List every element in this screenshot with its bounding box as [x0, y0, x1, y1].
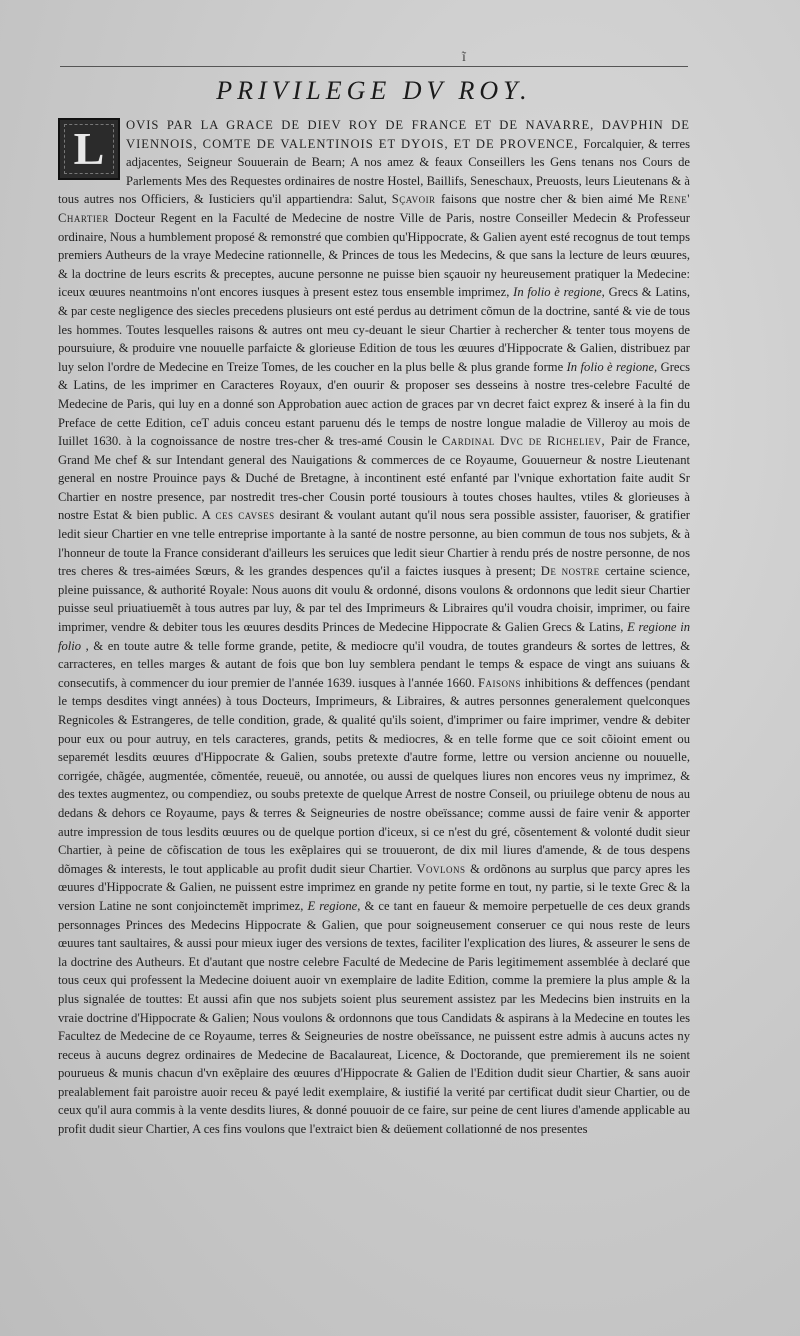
- text-segment: Vovlons: [416, 861, 471, 876]
- text-segment: E regione,: [307, 898, 365, 913]
- body-paragraph: [58, 118, 690, 1136]
- text-segment: In folio è regione,: [513, 285, 609, 300]
- privilege-text: [58, 116, 690, 1139]
- text-segment: OVIS PAR LA GRACE DE DIEV ROY DE FRANCE ET DE NAVARRE, DAVPHIN DE VIENNOIS, COMTE DE VALENTINOIS ET DYOIS, ET DE PROVENCE,: [126, 118, 690, 151]
- text-segment: & ordõnons au surplus que parcy apres les œuures d'Hippocrate & Galien, ne puissent estre imprimez en grande ny petite forme en tout, ny partie, si le texte Grec & la version Latine ne sont conjoinctemẽt imprimez,: [58, 861, 690, 913]
- text-segment: Sçavoir: [391, 192, 441, 207]
- text-segment: Grecs & Latins, de les imprimer en Caracteres Royaux, d'en ouurir & proposer ses desseins à nostre tres-celebre Faculté de Medecine de Paris, qui luy en a donné son Approbation auec action de graces par vn decret faict exprez & inseré à la fin du Preface de cette Edition, ceT aduis conceu estant paruenu dés le temps de nostre longue maladie de Villeroy au mois de Iuillet 1630. à la cognoissance de nostre tres-cher & tres-amé Cousin le: [58, 359, 691, 449]
- text-segment: desirant & voulant autant qu'il nous sera possible assister, fauoriser, & gratifier ledit sieur Chartier en vne telle entreprise importante à la santé de nostre personne, au bien commun de tous nos subjets, & à l'honneur de toute la France considerant d'ailleurs les seruices que ledit sieur Chartier à rendu prés de nostre personne, de nos tres cheres & tres-aimées Sœurs, & les grandes despences qu'il a faictes iusques à present;: [58, 508, 690, 579]
- text-segment: , & en toute autre & telle forme grande, petite, & mediocre qu'il voudra, de toutes grandeurs & sortes de lettres, & carracteres, en telles marges & autant de fois que bon luy semblera pendant le temps & espace de vingt ans suiuans & consecutifs, à commencer du iour premier de l'année 1639. iusques à l'année 1660.: [58, 638, 690, 690]
- text-segment: certaine science, pleine puissance, & authorité Royale: Nous auons dit voulu & ordonné, disons voulons & ordonnons que ledit sieur Chartier puisse seul priuatiuemẽt à tous autres par luy, & par tel des Imprimeurs & Libraires qu'il voudra choisir, imprimer, ou faire imprimer, vendre & debiter tous les œuures desdits Princes de Medecine Hippocrate & Galien Grecs & Latins,: [58, 564, 690, 635]
- text-segment: A ces cavses: [201, 508, 280, 523]
- text-segment: faisons que nostre cher & bien aimé Me: [440, 192, 660, 207]
- text-segment: Cardinal Dvc de Richeliev,: [441, 434, 611, 449]
- text-segment: E regione in folio: [58, 620, 690, 653]
- text-segment: & ce tant en faueur & memoire perpetuelle de ces deux grands personnages Princes des Medecins Hippocrate & Galien, que pour soigneusement conseruer ce qui nous reste de leurs œuures tant saultaires, & aussi pour mieux iuger des versions de textes, faciliter l'explication des liures, & asseurer le sens de la doctrine des Autheurs. Et d'autant que nostre celebre Faculté de Medecine de Paris legitimement assemblée à declaré que tous ceux qui professent la Medecine doiuent auoir vn exemplaire de ladite Edition, comme la premiere la plus ample & la plus signalée de touttes: Et aussi afin que nos subjets soient plus seurement assistez par les Medecins bien instruits en la vraie doctrine d'Hippocrate & Galien; Nous voulons & ordonnons que tous Candidats & aspirans à la Medecine en toutes les Facultez de Medecine de ce Royaume, terres & Seigneuries de nostre obeïssance, ne puissent estre admis à aucuns actes ny receus à aucuns degrez ordinaires de Medecine de Bacalaureat, Licence, & Doctorande, que premierement ils ne soient pourueus & munis chacun d'vn exẽplaire des œuures d'Hippocrate & Galien de l'Edition dudit sieur Chartier, & sans auoir prealablement fait paroistre auoir receu & payé ledit exemplaire, & iustifié la verité par certificat dudit sieur Chartier, ou de ceux qu'il aura commis à la vente desdits liures, & donné pouuoir de ce faire, sur peine de cent liures d'amende applicable au profit dudit sieur Chartier, A ces fins voulons que l'extraict bien & deüement collationné de nos presentes: [58, 898, 690, 1137]
- text-segment: inhibitions & deffences (pendant le temps desdites vingt années) à tous Docteurs, Imprimeurs, & Libraires, & autres personnes generalement quelconques Regnicoles & Estrangeres, de telle condition, grade, & qualité qu'ils soient, d'imprimer ou faire imprimer, vendre & debiter pour eux ou pour autruy, en tels caracteres, grands, petits & mediocres, & en telle forme que ce soit cõioint ement ou separemét lesdits œuures d'Hippocrate & Galien, soubs pretexte d'autre forme, lettre ou version ancienne ou nouuelle, corrigée, chãgée, augmentée, cõmentée, reueuë, ou annotée, ou aussi de quelques liures non encores veus ny imprimez, & des textes augmentez, ou compendiez, ou soubs pretexte de quelque Arrest de nostre Conseil, ou priuilege obtenu de nous au dedans & dehors ce Royaume, pays & terres & Seigneuries de nostre obeïssance; comme aussi de faire venir & apporter autre impression de tous lesdits œuures ou de quelque portion d'iceux, si ce n'est du gré, cõsentement & volonté dudit sieur Chartier, à peine de cõfiscation de tous les exẽplaires qui se trouueront, de dix mil liures d'amende, & de tous despens dõmages & interests, le tout applicable au profit dudit sieur Chartier.: [58, 675, 690, 876]
- text-segment: Forcalquier, & terres adjacentes, Seigneur Souuerain de Bearn; A nos amez & feaux Conseillers les Gens tenans nos Cours de Parlements Mes des Requestes ordinaires de nostre Hostel, Baillifs, Seneschaux, Preuosts, leurs Lieutenans & à tous autres nos Officiers, & Iusticiers qu'il appartiendra: Salut,: [58, 136, 690, 207]
- header-rule: [60, 66, 688, 67]
- text-segment: In folio è regione,: [566, 359, 661, 374]
- text-segment: Grecs & Latins, & par ceste negligence des siecles precedens plusieurs ont esté perdus au detriment cõmun de la doctrine, santé & vie de tous les hommes. Toutes lesquelles raisons & autres ont meu cy-deuant le sieur Chartier à rechercher & tenter tous moyens de poursuiure, & produire vne nouuelle parfaicte & glorieuse Edition de tous les œuures d'Hippocrate & Galien, distribuez par luy selon l'ordre de Medecine en Treize Tomes, de les coucher en la plus belle & plus grande forme: [58, 285, 690, 374]
- page-title: PRIVILEGE DV ROY.: [216, 76, 532, 105]
- folio-mark: ĩ: [462, 50, 466, 65]
- text-segment: De nostre: [540, 564, 606, 579]
- text-segment: Faisons: [477, 675, 525, 690]
- text-segment: Pair de France, Grand Me chef & sur Intendant general des Nauigations & commerces de ce Royaume, Gouuerneur & nostre Lieutenant general en nostre Prouince pays & Duché de Bretagne, à incontinent esté enfanté par l'vnique exhortation faite audit Sr Chartier en nostre presence, par nostredit tres-cher Cousin porté tousiours à toutes choses haultes, vtiles & glorieuses à nostre Estat & bien public.: [58, 434, 690, 523]
- text-segment: Rene' Chartier: [58, 192, 690, 225]
- text-segment: Docteur Regent en la Faculté de Medecine de nostre Ville de Paris, nostre Conseiller Medecin & Professeur ordinaire, Nous a humblement proposé & remonstré que combien qu'Hippocrate, & Galien ayent esté recognus de tout temps premiers Autheurs de la vraye Medecine rationnelle, & Princes de tous les Medecins, & que sans la lecture de leurs œuures, & la doctrine de leurs escrits & preceptes, aucune personne ne puisse bien sçauoir ny heureusement pratiquer la Medecine: iceux œuures neantmoins n'ont encores iusques à present estez tous ensemble imprimez,: [58, 210, 690, 300]
- initial-letter: L: [73, 123, 105, 174]
- ornamental-initial: [58, 118, 120, 180]
